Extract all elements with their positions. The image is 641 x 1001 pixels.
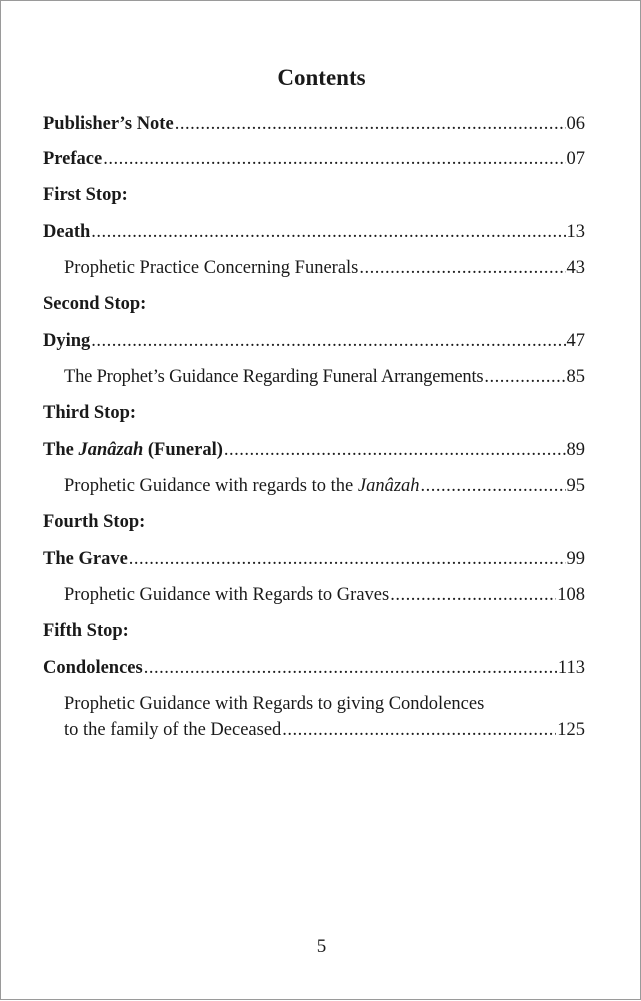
- label-prefix: The: [43, 440, 79, 460]
- dot-leader: [282, 718, 556, 742]
- label-italic-term: Janâzah: [357, 476, 420, 496]
- section-heading-label: Fourth Stop:: [43, 512, 146, 532]
- label-prefix: Prophetic Guidance with regards to the: [64, 476, 358, 496]
- toc-entry-label: The Prophet’s Guidance Regarding Funeral Arrangements: [64, 367, 484, 387]
- toc-entry-label: Dying: [43, 331, 91, 351]
- section-heading-fifth-stop: [43, 619, 129, 643]
- toc-page-number: 99: [566, 549, 585, 569]
- toc-entry-preface[interactable]: [43, 147, 585, 171]
- section-heading-label: Second Stop:: [43, 294, 147, 314]
- section-heading-second-stop: [43, 292, 146, 316]
- toc-entry-publishers-note[interactable]: [43, 112, 585, 136]
- toc-subentry-condolences-line1[interactable]: Prophetic Guidance with Regards to giving Condolences: [64, 694, 485, 714]
- dot-leader: [103, 147, 565, 171]
- toc-entry-label: [64, 474, 420, 498]
- toc-page-number: 113: [557, 658, 585, 678]
- toc-page-number: 89: [566, 440, 585, 460]
- toc-page-number: 06: [566, 114, 585, 134]
- dot-leader: [390, 583, 556, 607]
- table-of-contents: [1, 1, 641, 1001]
- toc-page-number: 125: [557, 720, 585, 740]
- toc-subentry-guidance-graves[interactable]: [64, 583, 585, 607]
- section-heading-label: Fifth Stop:: [43, 621, 129, 641]
- toc-subentry-funeral-arrangements[interactable]: [64, 365, 585, 389]
- toc-subentry-prophetic-practice-funerals[interactable]: [64, 256, 585, 280]
- toc-entry-death[interactable]: [43, 220, 585, 244]
- toc-entry-label: Prophetic Guidance with Regards to Graves: [64, 585, 390, 605]
- toc-entry-condolences[interactable]: [43, 656, 585, 680]
- section-heading-third-stop: [43, 401, 136, 425]
- toc-entry-label: The Grave: [43, 549, 128, 569]
- toc-entry-label: Preface: [43, 149, 103, 169]
- toc-entry-label: Death: [43, 222, 91, 242]
- section-heading-fourth-stop: [43, 510, 145, 534]
- toc-page-number: 13: [566, 222, 585, 242]
- dot-leader: [129, 547, 566, 571]
- dot-leader: [359, 256, 565, 280]
- dot-leader: [91, 220, 565, 244]
- dot-leader: [421, 474, 566, 498]
- toc-page-number: 07: [566, 149, 585, 169]
- toc-page-number: 47: [566, 331, 585, 351]
- toc-entry-janazah-funeral[interactable]: [43, 438, 585, 462]
- label-suffix: (Funeral): [143, 440, 223, 460]
- dot-leader: [175, 112, 566, 136]
- section-heading-label: Third Stop:: [43, 403, 137, 423]
- toc-subentry-condolences-family[interactable]: [64, 718, 585, 742]
- toc-page-number: 108: [557, 585, 585, 605]
- dot-leader: [91, 329, 565, 353]
- label-italic-term: Janâzah: [78, 440, 144, 460]
- dot-leader: [484, 365, 565, 389]
- dot-leader: [224, 438, 566, 462]
- toc-entry-label: [43, 438, 223, 462]
- toc-entry-label: Prophetic Practice Concerning Funerals: [64, 258, 359, 278]
- toc-page-number: 85: [566, 367, 585, 387]
- page-number-footer: 5: [316, 936, 327, 957]
- toc-subentry-guidance-janazah[interactable]: [64, 474, 585, 498]
- toc-page-number: 43: [566, 258, 585, 278]
- toc-entry-label: Publisher’s Note: [43, 114, 174, 134]
- section-heading-first-stop: [43, 183, 128, 207]
- section-heading-label: First Stop:: [43, 185, 128, 205]
- toc-entry-dying[interactable]: [43, 329, 585, 353]
- contents-title: Contents: [277, 65, 366, 90]
- toc-page-number: 95: [566, 476, 585, 496]
- toc-entry-label: to the family of the Deceased: [64, 720, 282, 740]
- dot-leader: [144, 656, 557, 680]
- toc-entry-label: Condolences: [43, 658, 143, 678]
- toc-entry-the-grave[interactable]: [43, 547, 585, 571]
